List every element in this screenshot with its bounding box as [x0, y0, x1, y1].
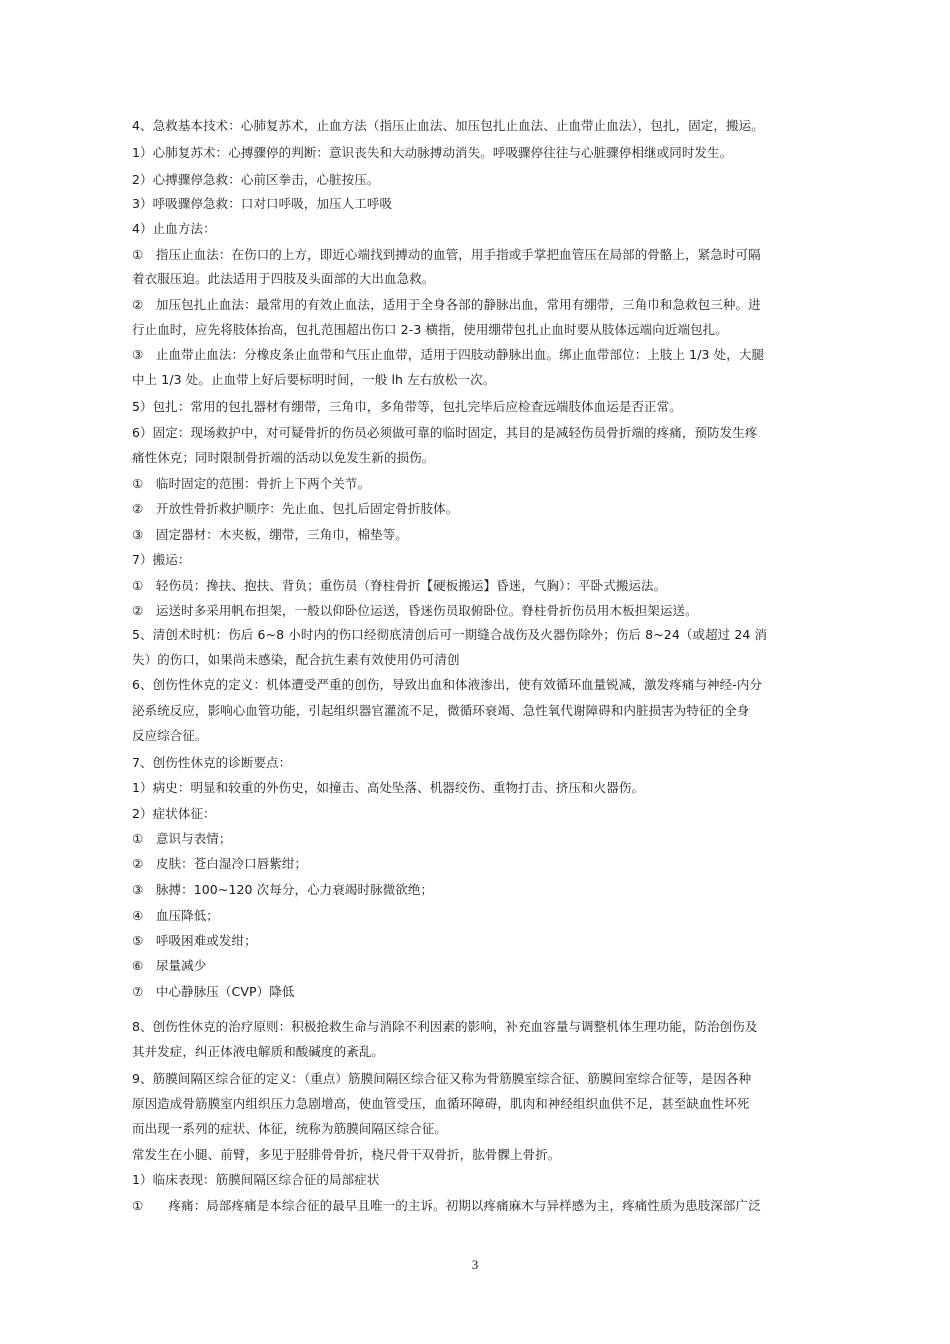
text-line: 5）包扎：常用的包扎器材有绷带，三角巾，多角带等，包扎完毕后应检查远端肢体血运是否正常。: [132, 399, 682, 414]
text-line: 着衣服压迫。此法适用于四肢及头面部的大出血急救。: [132, 271, 435, 286]
text-line: 失）的伤口，如果尚未感染，配合抗生素有效使用仍可清创: [132, 652, 460, 667]
text-line: 反应综合征。: [132, 728, 208, 743]
text-line: 行止血时，应先将肢体抬高，包扎范围超出伤口 2-3 横指，使用绷带包扎止血时要从肢体远端向近端包扎。: [132, 322, 728, 337]
text-line: 9、筋膜间隔区综合征的定义：（重点）筋膜间隔区综合征又称为骨筋膜室综合征、筋膜间室综合征等，是因各种: [132, 1071, 752, 1086]
text-line: ② 运送时多采用帆布担架，一般以仰卧位运送，昏迷伤员取俯卧位。脊柱骨折伤员用木板担架运送。: [132, 603, 698, 618]
text-line: 而出现一系列的症状、体征，统称为筋膜间隔区综合征。: [132, 1121, 448, 1136]
text-line: ③ 脉搏：100~120 次每分，心力衰竭时脉微欲绝；: [132, 882, 434, 897]
text-line: 4、急救基本技术：心肺复苏术，止血方法（指压止血法、加压包扎止血法、止血带止血法），包扎，固定，搬运。: [132, 118, 764, 133]
text-line: ③ 止血带止血法：分橡皮条止血带和气压止血带，适用于四肢动静脉出血。绑止血带部位：上肢上 1/3 处，大腿: [132, 347, 765, 362]
text-line: ① 指压止血法：在伤口的上方，即近心端找到搏动的血管，用手指或手掌把血管压在局部的骨骼上，紧急时可隔: [132, 247, 761, 262]
text-line: ① 意识与表情；: [132, 831, 232, 846]
text-line: 3）呼吸骤停急救：口对口呼吸，加压人工呼吸: [132, 196, 393, 211]
text-line: 6、创伤性休克的定义：机体遭受严重的创伤，导致出血和体液渗出，使有效循环血量锐减，激发疼痛与神经-内分: [132, 677, 763, 692]
text-line: 1）临床表现：筋膜间隔区综合征的局部症状: [132, 1172, 380, 1187]
text-line: 8、创伤性休克的治疗原则：积极抢救生命与消除不利因素的影响，补充血容量与调整机体生理功能，防治创伤及: [132, 1019, 758, 1034]
text-line: 泌系统反应，影响心血管功能，引起组织器官灌流不足，微循环衰竭、急性氧代谢障碍和内脏损害为特征的全身: [132, 703, 750, 718]
text-line: ① 轻伤员：搀扶、抱扶、背负；重伤员（脊柱骨折【硬板搬运】昏迷，气胸）：平卧式搬运法。: [132, 578, 667, 593]
text-line: ① 疼痛：局部疼痛是本综合征的最早且唯一的主诉。初期以疼痛麻木与异样感为主，疼痛性质为患肢深部广泛: [132, 1198, 761, 1213]
text-line: ② 加压包扎止血法：最常用的有效止血法，适用于全身各部的静脉出血，常用有绷带，三角巾和急救包三种。进: [132, 297, 761, 312]
text-line: 原因造成骨筋膜室内组织压力急剧增高，使血管受压，血循环障碍，肌肉和神经组织血供不足，甚至缺血性坏死: [132, 1096, 750, 1111]
text-line: 中上 1/3 处。止血带上好后要标明时间，一般 lh 左右放松一次。: [132, 372, 496, 387]
text-line: 7）搬运：: [132, 552, 191, 567]
text-line: 1）心肺复苏术：心搏骤停的判断：意识丧失和大动脉搏动消失。呼吸骤停往往与心脏骤停相继或同时发生。: [132, 145, 733, 160]
text-line: ③ 固定器材：木夹板，绷带，三角巾，棉垫等。: [132, 527, 408, 542]
text-line: ① 临时固定的范围：骨折上下两个关节。: [132, 476, 371, 491]
text-line: 1）病史：明显和较重的外伤史，如撞击、高处坠落、机器绞伤、重物打击、挤压和火器伤。: [132, 780, 645, 795]
text-line: 2）症状体征：: [132, 806, 216, 821]
text-line: ② 皮肤：苍白湿冷口唇紫绀；: [132, 856, 308, 871]
text-line: ② 开放性骨折救护顺序：先止血、包扎后固定骨折肢体。: [132, 501, 459, 516]
text-line: ④ 血压降低；: [132, 908, 219, 923]
page-number: 3: [471, 1257, 479, 1272]
text-line: ⑥ 尿量减少: [132, 958, 207, 973]
text-line: 5、清创术时机：伤后 6~8 小时内的伤口经彻底清创后可一期缝合战伤及火器伤除外；伤后 8~24（或超过 24 消: [132, 627, 768, 642]
text-line: 其并发症，纠正体液电解质和酸碱度的紊乱。: [132, 1044, 385, 1059]
text-line: 7、创伤性休克的诊断要点：: [132, 755, 292, 770]
text-line: ⑦ 中心静脉压（CVP）降低: [132, 984, 295, 999]
text-line: 4）止血方法：: [132, 221, 216, 236]
text-line: 常发生在小腿、前臂，多见于胫腓骨骨折，桡尺骨干双骨折，肱骨髁上骨折。: [132, 1147, 561, 1162]
text-line: 6）固定：现场救护中，对可疑骨折的伤员必须做可靠的临时固定，其目的是减轻伤员骨折端的疼痛，预防发生疼: [132, 425, 758, 440]
text-line: ⑤ 呼吸困难或发绀；: [132, 933, 257, 948]
text-line: 2）心搏骤停急救：心前区拳击，心脏按压。: [132, 172, 380, 187]
text-line: 痛性休克；同时限制骨折端的活动以免发生新的损伤。: [132, 450, 435, 465]
